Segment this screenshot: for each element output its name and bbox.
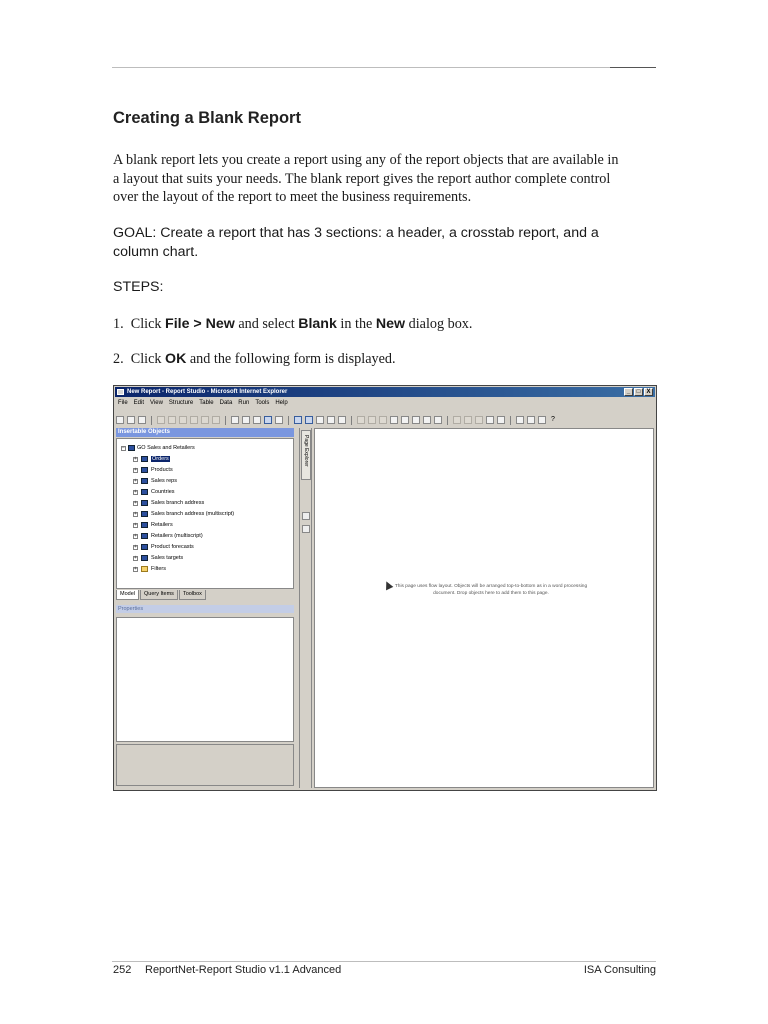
tree-root[interactable] <box>121 445 195 451</box>
steps-label: STEPS: <box>113 279 164 295</box>
toolbar <box>116 414 654 426</box>
goal-line: GOAL: Create a report that has 3 sections: a header, a crosstab report, and a <box>113 225 599 241</box>
report-studio-screenshot <box>113 385 657 791</box>
tree-item-label: Retailers (multiscript) <box>151 533 203 539</box>
tree-item[interactable] <box>133 467 173 473</box>
tree-item-label: Products <box>151 467 173 473</box>
save-icon[interactable] <box>138 416 146 424</box>
expand-icon[interactable]: + <box>134 466 137 473</box>
tree-item-label: Sales reps <box>151 478 177 484</box>
step-text: Click <box>130 316 162 332</box>
expand-icon[interactable]: + <box>134 521 137 528</box>
tree-item-label: Sales branch address (multiscript) <box>151 511 235 517</box>
menu-structure[interactable]: Structure <box>168 400 194 406</box>
menu-tools[interactable]: Tools <box>255 400 270 406</box>
expand-icon[interactable]: + <box>134 543 137 550</box>
menu-table[interactable]: Table <box>199 400 214 406</box>
query-subject-icon <box>141 500 148 506</box>
intro-line: over the layout of the report to meet the business requirements. <box>113 189 472 205</box>
explorer-strip <box>299 428 312 788</box>
view-structure-icon[interactable] <box>294 416 302 424</box>
filter-icon[interactable] <box>316 416 324 424</box>
tree-item-label: Retailers <box>151 522 173 528</box>
step-command: New <box>375 316 406 332</box>
window-title: New Report - Report Studio - Microsoft Internet Explorer <box>127 389 288 395</box>
insertable-objects-tree <box>116 438 294 589</box>
background-color-icon[interactable] <box>497 416 505 424</box>
footer-rule <box>112 961 656 962</box>
open-icon[interactable] <box>127 416 135 424</box>
border-icon[interactable] <box>475 416 483 424</box>
maximize-button[interactable]: □ <box>634 388 643 396</box>
menu-help[interactable]: Help <box>275 400 288 406</box>
find-icon[interactable] <box>231 416 239 424</box>
split-cells-icon[interactable] <box>423 416 431 424</box>
pane-tabs <box>116 590 206 600</box>
step-number: 2. <box>113 351 124 367</box>
menu-file[interactable]: File <box>118 400 128 406</box>
swap-icon[interactable] <box>390 416 398 424</box>
expand-icon[interactable]: + <box>134 455 137 462</box>
tree-item[interactable] <box>133 489 175 495</box>
header-rule <box>112 67 656 68</box>
run-options-icon[interactable] <box>253 416 261 424</box>
copy-style-icon[interactable] <box>538 416 546 424</box>
step-text: and the following form is displayed. <box>189 351 396 367</box>
tree-item-label: Orders <box>152 456 169 462</box>
canvas-message: This page uses flow layout. Objects will be arranged top-to-bottom as in a word processing document. Drop objects here to add them to this page. <box>394 584 588 596</box>
redo-icon[interactable] <box>212 416 220 424</box>
left-pane <box>116 428 294 788</box>
conditional-style-icon[interactable] <box>516 416 524 424</box>
copy-icon[interactable] <box>168 416 176 424</box>
align-icon[interactable] <box>464 416 472 424</box>
tree-item-label: Sales targets <box>151 555 184 561</box>
expand-icon[interactable]: + <box>134 554 137 561</box>
expand-icon[interactable]: + <box>134 499 137 506</box>
query-subject-icon <box>141 511 148 517</box>
footer-company: ISA Consulting <box>583 964 656 976</box>
table-style-icon[interactable] <box>434 416 442 424</box>
run-report-icon[interactable] <box>242 416 250 424</box>
properties-pane <box>116 617 294 742</box>
new-icon[interactable] <box>116 416 124 424</box>
aggregate-icon[interactable] <box>338 416 346 424</box>
tree-item-label: Product forecasts <box>151 544 194 550</box>
intro-paragraph <box>113 151 658 207</box>
menu-data[interactable]: Data <box>219 400 233 406</box>
header-rule-accent <box>610 67 656 68</box>
font-icon[interactable] <box>453 416 461 424</box>
query-explorer-icon[interactable] <box>275 416 283 424</box>
step-number: 1. <box>113 316 124 332</box>
report-canvas[interactable] <box>314 428 654 788</box>
expand-icon[interactable]: + <box>134 488 137 495</box>
step-command: Blank <box>298 316 337 332</box>
merge-cells-icon[interactable] <box>412 416 420 424</box>
collapse-icon[interactable]: − <box>122 444 125 451</box>
query-subject-icon <box>141 533 148 539</box>
step-1 <box>113 315 658 334</box>
query-subject-icon <box>141 478 148 484</box>
tree-item[interactable] <box>133 566 166 572</box>
expand-icon[interactable]: + <box>134 477 137 484</box>
query-subject-icon <box>141 522 148 528</box>
step-text: and select <box>238 316 295 332</box>
pivot-icon[interactable] <box>379 416 387 424</box>
intro-line: a layout that suits your needs. The blank report gives the report author complete control <box>113 170 611 187</box>
tree-item[interactable] <box>133 478 177 484</box>
tab-query-items[interactable]: Query Items <box>140 590 178 600</box>
menu-run[interactable]: Run <box>238 400 250 406</box>
expand-icon[interactable]: + <box>134 532 137 539</box>
tree-item[interactable] <box>133 500 204 506</box>
color-icon[interactable] <box>486 416 494 424</box>
delete-icon[interactable] <box>190 416 198 424</box>
step-text: dialog box. <box>408 316 473 332</box>
intro-line: A blank report lets you create a report using any of the report objects that are available in <box>113 152 619 168</box>
condition-explorer-icon[interactable] <box>302 525 310 533</box>
insertable-objects-header: Insertable Objects <box>116 428 294 437</box>
query-subject-icon <box>141 456 148 462</box>
step-text: in the <box>340 316 373 332</box>
query-subject-icon <box>141 555 148 561</box>
paste-icon[interactable] <box>179 416 187 424</box>
step-command: OK <box>165 351 187 367</box>
tree-item[interactable] <box>133 544 194 550</box>
query-explorer-icon[interactable] <box>302 512 310 520</box>
close-button[interactable]: X <box>644 388 653 396</box>
query-subject-icon <box>141 467 148 473</box>
window-titlebar <box>115 387 655 397</box>
section-icon[interactable] <box>368 416 376 424</box>
section-heading: Creating a Blank Report <box>113 109 301 127</box>
footer-title: ReportNet-Report Studio v1.1 Advanced <box>145 964 342 976</box>
folder-icon <box>141 566 148 572</box>
menu-bar <box>116 399 288 408</box>
page-explorer-label: Page Explorer <box>303 435 309 467</box>
goal-line: column chart. <box>113 243 199 260</box>
edit-icon[interactable] <box>527 416 535 424</box>
footer-page-number: 252 <box>113 964 132 976</box>
cut-icon[interactable] <box>157 416 165 424</box>
step-text: Click <box>130 351 162 367</box>
tree-item[interactable] <box>133 522 173 528</box>
tree-root-label: GO Sales and Retailers <box>137 445 195 451</box>
goal-paragraph <box>113 224 658 261</box>
tree-item[interactable] <box>133 555 183 561</box>
package-icon <box>128 445 135 451</box>
page-layout-icon[interactable] <box>264 416 272 424</box>
expand-icon[interactable]: + <box>134 565 137 572</box>
page-explorer-tab[interactable] <box>301 430 311 480</box>
tab-toolbox[interactable]: Toolbox <box>179 590 206 600</box>
undo-icon[interactable] <box>201 416 209 424</box>
ie-window-icon <box>117 389 124 395</box>
menu-view[interactable]: View <box>150 400 163 406</box>
tree-item-label: Countries <box>151 489 175 495</box>
tree-item-label: Sales branch address <box>151 500 205 506</box>
minimize-button[interactable]: _ <box>624 388 633 396</box>
expand-icon[interactable]: + <box>134 510 137 517</box>
step-command: File > New <box>165 316 235 332</box>
tree-item[interactable] <box>133 511 234 517</box>
insert-table-icon[interactable] <box>401 416 409 424</box>
query-subject-icon <box>141 544 148 550</box>
tab-model[interactable]: Model <box>116 590 139 600</box>
menu-edit[interactable]: Edit <box>133 400 145 406</box>
help-icon[interactable]: ? <box>551 416 555 423</box>
group-icon[interactable] <box>357 416 365 424</box>
properties-description-pane <box>116 744 294 786</box>
tree-item-label: Filters <box>151 566 166 572</box>
properties-header: Properties <box>116 605 294 613</box>
step-2 <box>113 350 658 369</box>
query-subject-icon <box>141 489 148 495</box>
tree-item[interactable] <box>133 533 203 539</box>
tree-item[interactable] <box>133 456 170 462</box>
sort-icon[interactable] <box>327 416 335 424</box>
lock-icon[interactable] <box>305 416 313 424</box>
